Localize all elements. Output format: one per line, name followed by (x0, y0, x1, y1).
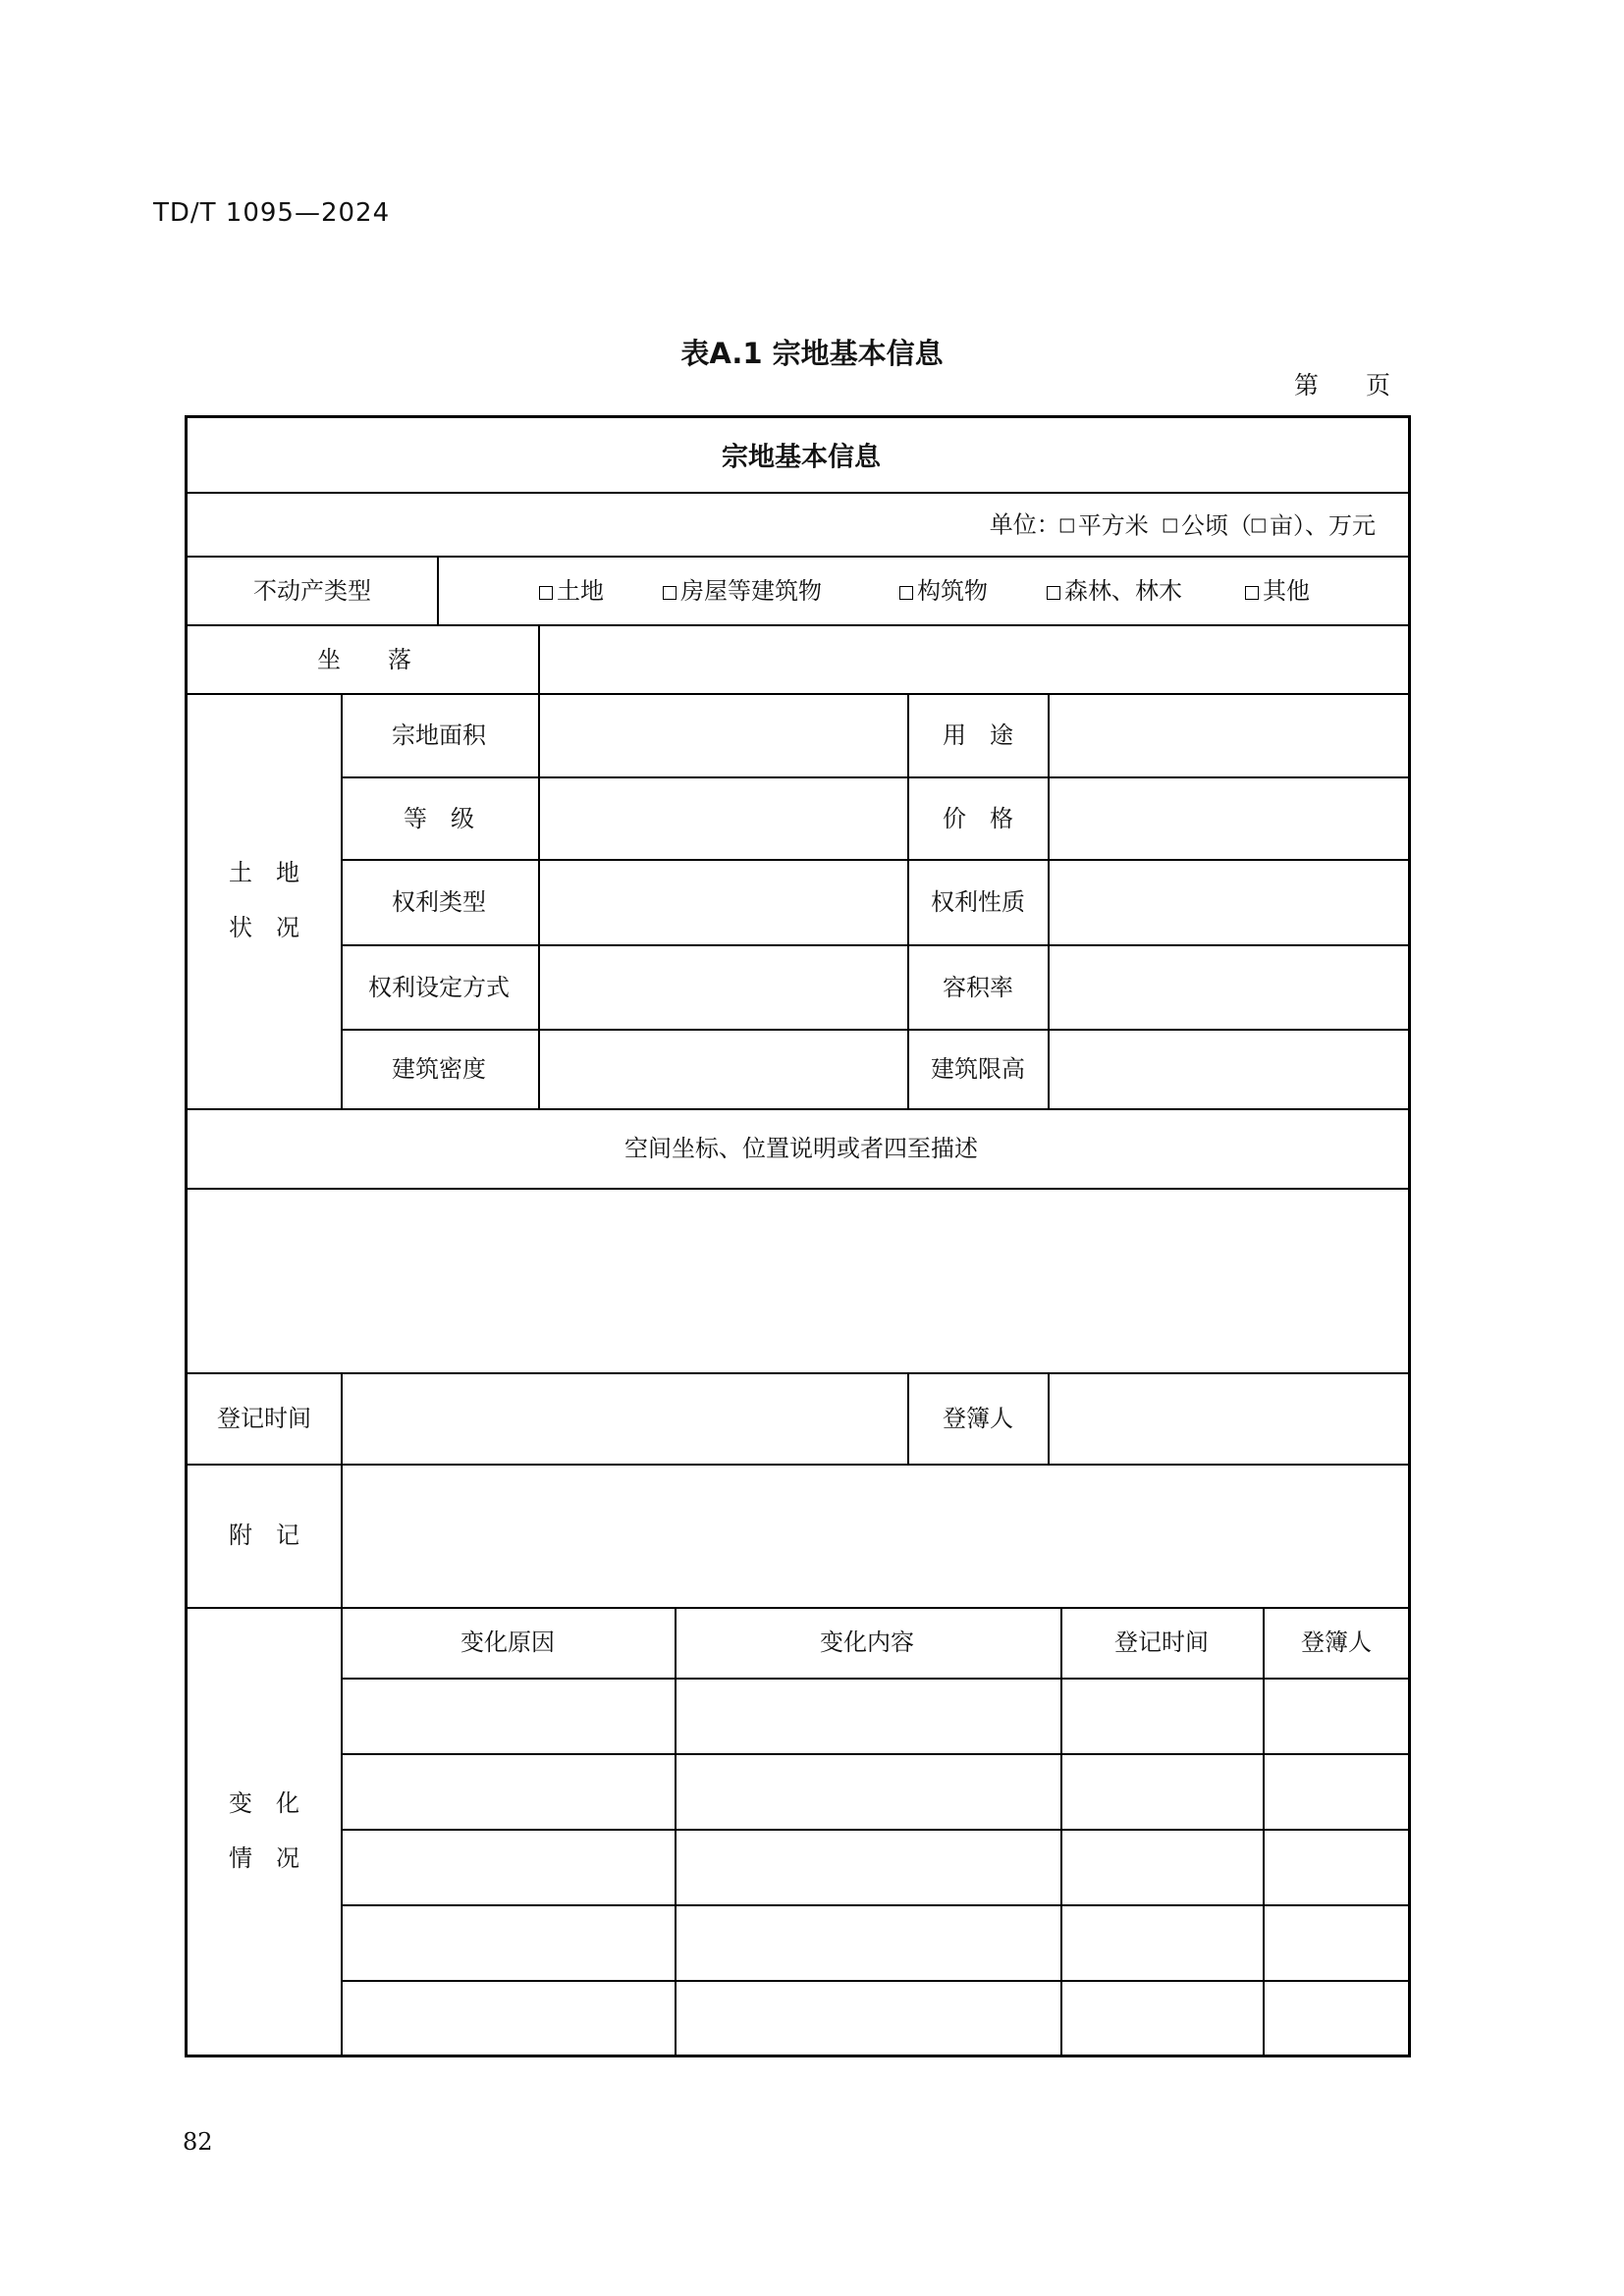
use-label: 用 途 (943, 721, 1013, 749)
change-reason-header: 变化原因 (460, 1629, 555, 1656)
checkbox-icon[interactable] (1245, 586, 1259, 600)
property-type-option-structure[interactable]: 构筑物 (899, 579, 988, 603)
grade-label: 等 级 (404, 805, 474, 832)
checkbox-icon[interactable] (1060, 519, 1074, 533)
parcel-info-form (185, 415, 1411, 2057)
unit-sqm-option[interactable]: 平方米 (1060, 514, 1149, 538)
page-number-field (1294, 366, 1390, 401)
registrar-label: 登簿人 (943, 1405, 1013, 1432)
table-caption: 表A.1 宗地基本信息 (680, 337, 944, 370)
form-title: 宗地基本信息 (722, 442, 881, 473)
page-suffix: 页 (1366, 371, 1391, 400)
change-reg-time-header: 登记时间 (1114, 1629, 1209, 1656)
unit-mu-option[interactable]: 亩）、万元 (1252, 514, 1376, 538)
density-label: 建筑密度 (392, 1055, 486, 1083)
checkbox-icon[interactable] (539, 586, 553, 600)
change-content-header: 变化内容 (820, 1629, 914, 1656)
checkbox-icon[interactable] (899, 586, 913, 600)
property-type-label: 不动产类型 (253, 577, 371, 605)
spatial-description-label: 空间坐标、位置说明或者四至描述 (624, 1135, 978, 1162)
unit-selector (989, 510, 1376, 540)
property-type-option-other[interactable]: 其他 (1245, 579, 1310, 603)
checkbox-icon[interactable] (663, 586, 677, 600)
property-type-option-land[interactable]: 土地 (539, 579, 604, 603)
property-type-option-forest[interactable]: 森林、林木 (1047, 579, 1182, 603)
far-label: 容积率 (943, 974, 1013, 1001)
right-type-label: 权利类型 (392, 888, 486, 916)
property-type-option-building[interactable]: 房屋等建筑物 (663, 579, 822, 603)
change-registrar-header: 登簿人 (1301, 1629, 1372, 1656)
registration-time-label: 登记时间 (217, 1405, 311, 1432)
land-status-label: 土 地 状 况 (229, 859, 299, 941)
checkbox-icon[interactable] (1164, 519, 1177, 533)
height-limit-label: 建筑限高 (931, 1055, 1025, 1083)
location-label: 坐 落 (317, 646, 411, 673)
notes-label: 附 记 (229, 1522, 299, 1549)
price-label: 价 格 (943, 805, 1013, 832)
page-footer-number: 82 (183, 2128, 213, 2156)
right-method-label: 权利设定方式 (368, 974, 510, 1001)
right-nature-label: 权利性质 (931, 888, 1025, 916)
unit-label: 单位： (989, 510, 1060, 539)
changes-label: 变 化 情 况 (229, 1789, 299, 1872)
parcel-area-label: 宗地面积 (392, 721, 486, 749)
checkbox-icon[interactable] (1252, 519, 1266, 533)
checkbox-icon[interactable] (1047, 586, 1060, 600)
unit-hectare-option[interactable]: 公顷（ (1164, 514, 1252, 538)
standard-code: TD/T 1095—2024 (153, 198, 391, 228)
page-prefix: 第 (1294, 371, 1320, 400)
